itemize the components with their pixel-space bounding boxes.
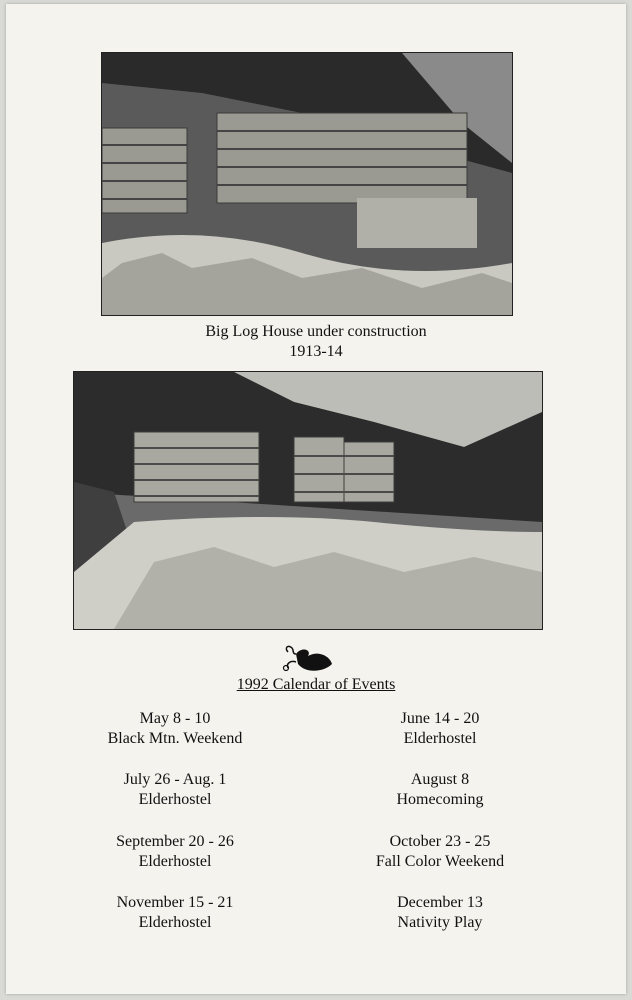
event-name: Elderhostel [138,853,212,870]
event-item [330,893,550,933]
event-name: Fall Color Weekend [375,853,505,870]
photo-caption-date: 1913-14 [289,343,343,360]
event-name: Homecoming [396,791,484,808]
event-date: September 20 - 26 [116,833,234,850]
event-item [330,832,550,872]
event-item [330,709,550,749]
event-date: August 8 [410,771,470,788]
photo-log-house-construction [101,52,513,316]
event-date: May 8 - 10 [139,710,211,727]
event-item [330,770,550,810]
event-name: Elderhostel [138,914,212,931]
event-date: July 26 - Aug. 1 [123,771,227,788]
leaf-sprig-icon [278,640,336,676]
event-item [65,709,285,749]
event-name: Black Mtn. Weekend [107,730,243,747]
event-name: Elderhostel [138,791,212,808]
photo-caption-title: Big Log House under construction [205,323,427,340]
event-date: November 15 - 21 [116,894,234,911]
event-name: Elderhostel [403,730,477,747]
event-name: Nativity Play [397,914,483,931]
calendar-title: 1992 Calendar of Events [236,676,396,693]
event-item [65,770,285,810]
event-date: October 23 - 25 [389,833,491,850]
brochure-page [6,4,626,994]
event-date: June 14 - 20 [400,710,480,727]
event-date: December 13 [397,894,483,911]
event-item [65,893,285,933]
photo-log-house-foundation [73,371,543,630]
event-item [65,832,285,872]
